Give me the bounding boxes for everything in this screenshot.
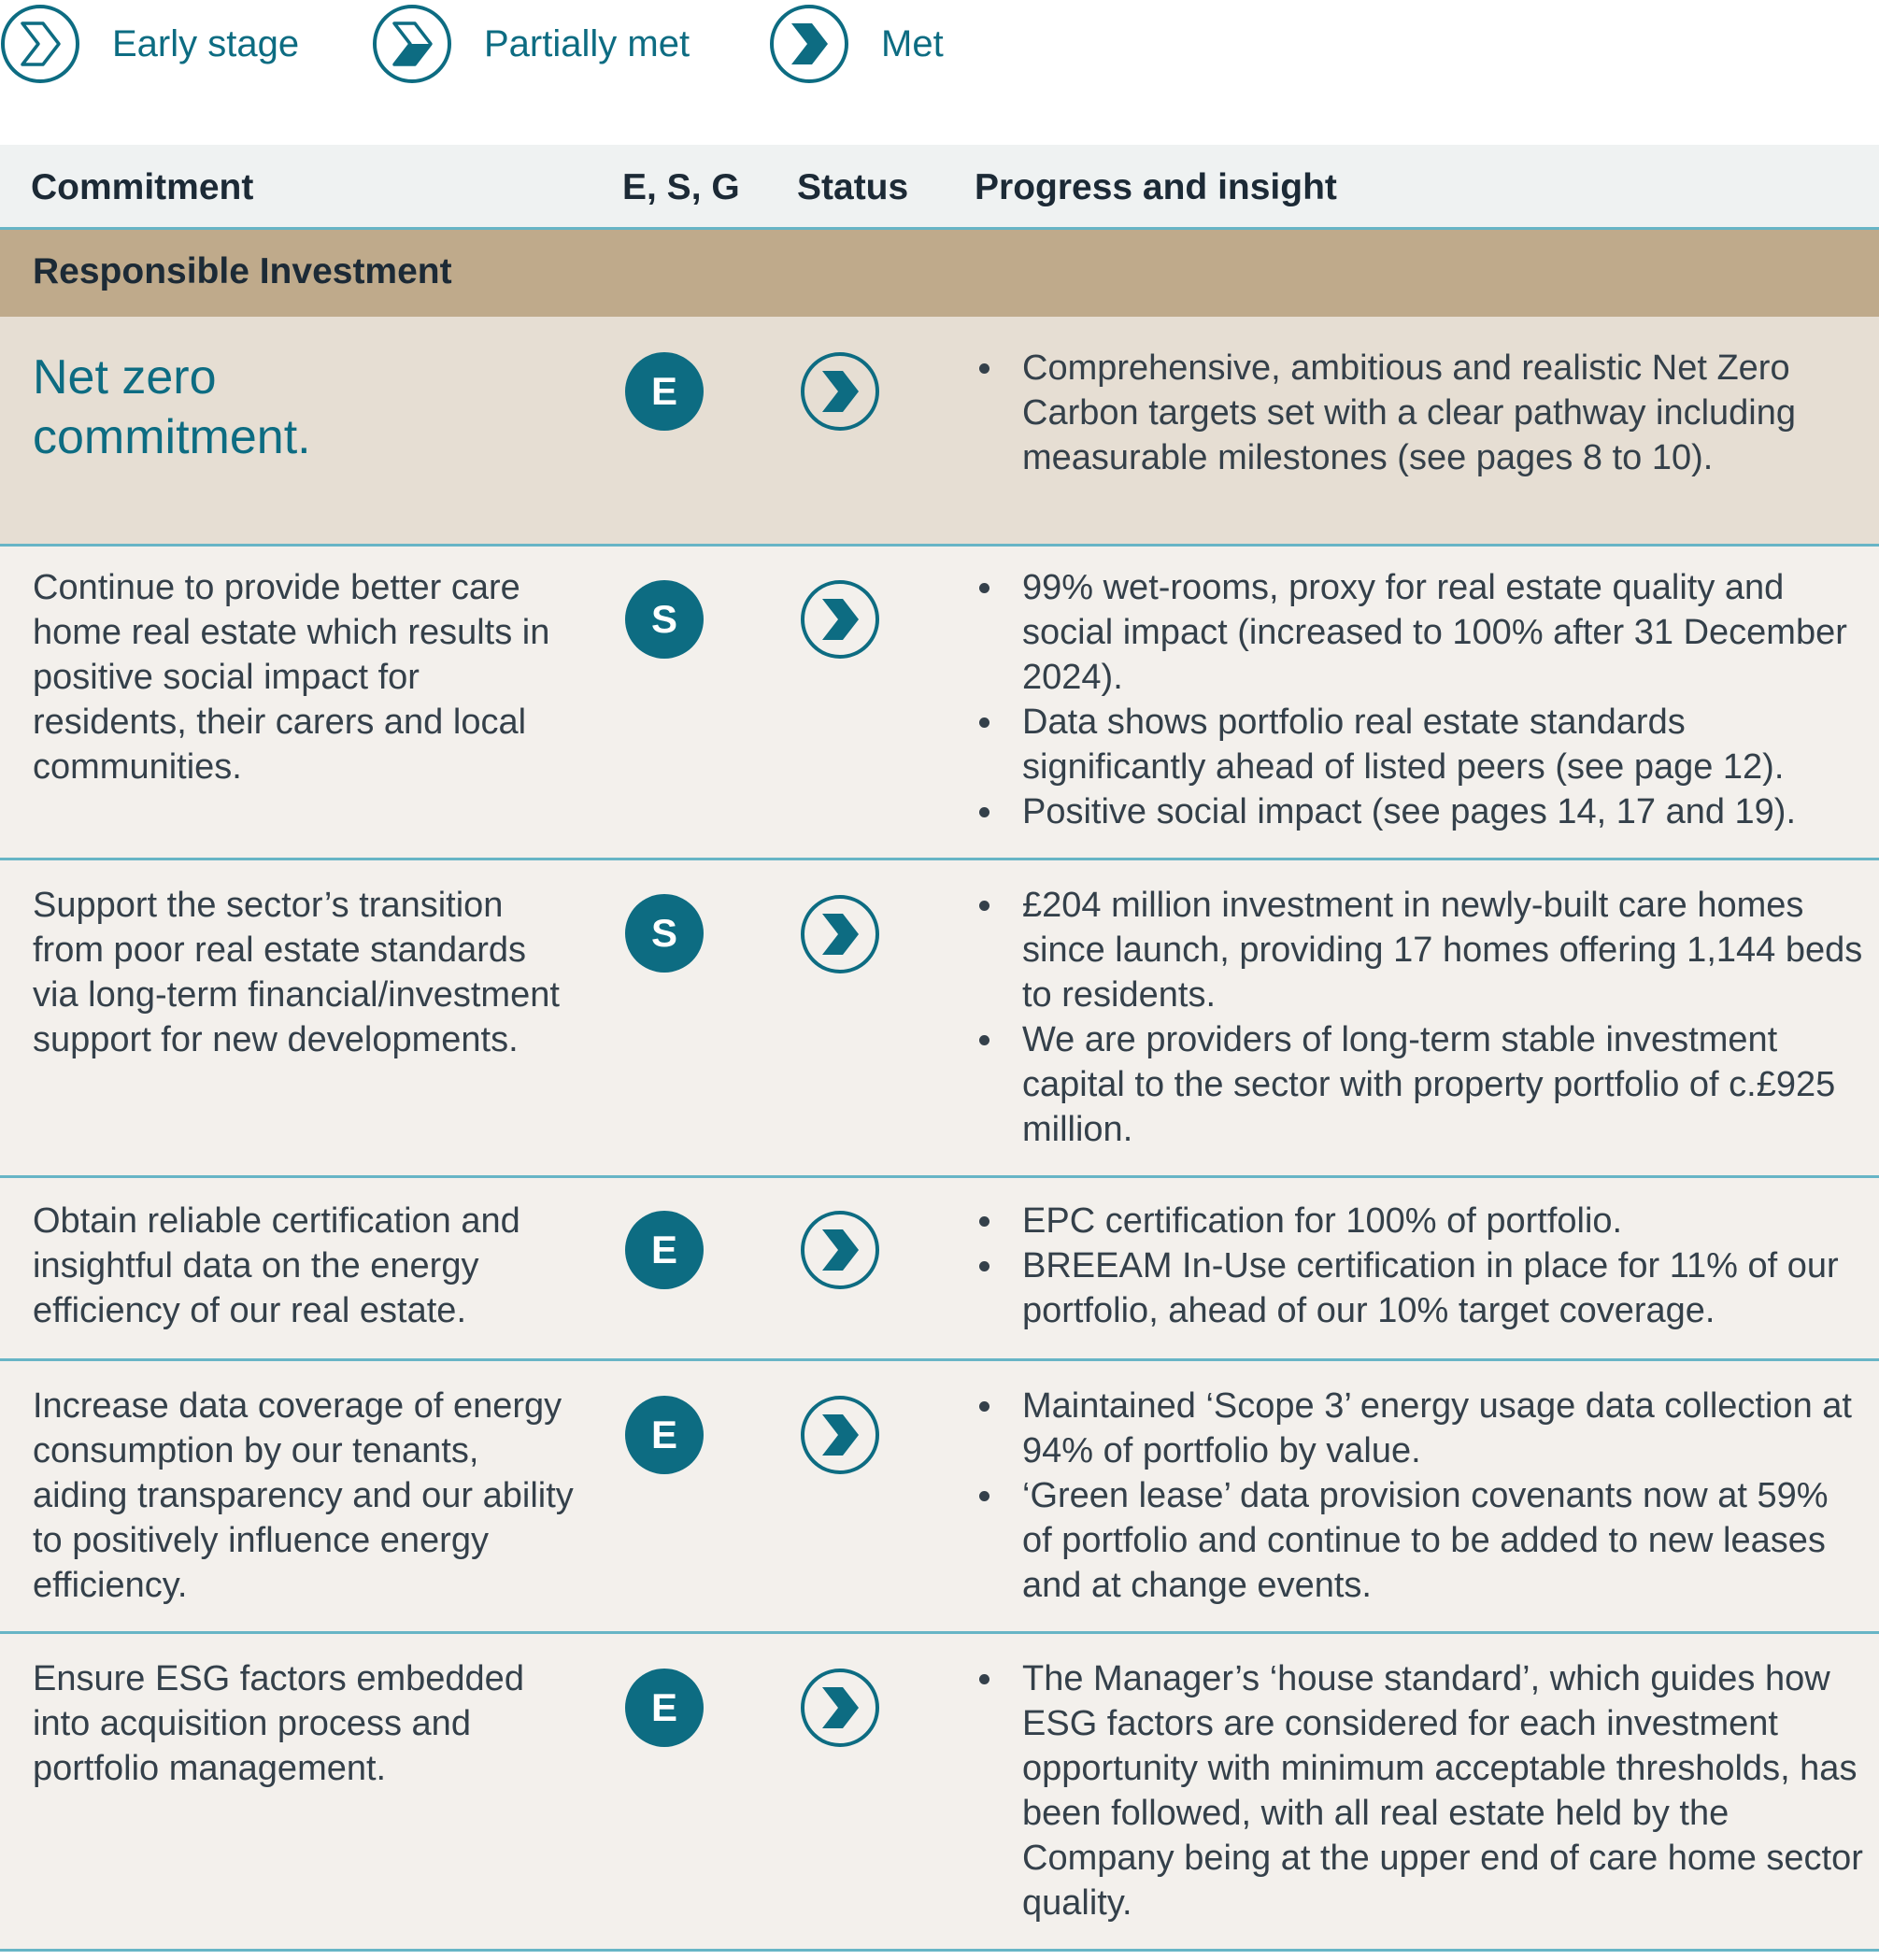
commitment-text: Continue to provide better care home real estate which results in positive social impact for residents, their carers and local communities. (33, 568, 550, 787)
commitments-table (0, 145, 1879, 1952)
status-met-icon (800, 1395, 880, 1475)
progress-item: Positive social impact (see pages 14, 17 and 19). (976, 789, 1864, 834)
legend-label: Early stage (112, 22, 300, 64)
chevron-filled-icon (769, 4, 849, 84)
status-met-icon (800, 894, 880, 974)
legend-label: Met (881, 22, 944, 64)
table-row (0, 860, 1879, 1178)
table-row (0, 1361, 1879, 1634)
commitment-text: Obtain reliable certification and insightful data on the energy efficiency of our real estate. (33, 1201, 520, 1330)
status-met-icon (800, 579, 880, 660)
progress-item: We are providers of long-term stable investment capital to the sector with property portfolio of c.£925 million. (976, 1017, 1864, 1152)
legend-partially-met (372, 4, 690, 84)
header-progress: Progress and insight (975, 167, 1337, 207)
status-met-icon (800, 351, 880, 432)
progress-item: Data shows portfolio real estate standards significantly ahead of listed peers (see page 12). (976, 700, 1864, 789)
esg-badge: E (625, 1396, 704, 1474)
progress-list (976, 1384, 1864, 1608)
progress-item: Maintained ‘Scope 3’ energy usage data collection at 94% of portfolio by value. (976, 1384, 1864, 1473)
commitment-text: Ensure ESG factors embedded into acquisition process and portfolio management. (33, 1659, 524, 1788)
chevron-outline-icon (0, 4, 80, 84)
table-row (0, 1634, 1879, 1952)
esg-badge: E (625, 352, 704, 431)
header-esg: E, S, G (622, 167, 740, 207)
progress-list (976, 883, 1864, 1152)
progress-item: ‘Green lease’ data provision covenants now at 59% of portfolio and continue to be added to new leases and at change events. (976, 1473, 1864, 1608)
esg-badge: S (625, 580, 704, 659)
commitment-text: Net zero commitment. (33, 350, 311, 464)
table-row (0, 547, 1879, 860)
header-status: Status (797, 167, 909, 207)
commitment-text: Increase data coverage of energy consumption by our tenants, aiding transparency and our ability to positively influence energy efficiency. (33, 1386, 574, 1605)
progress-list (976, 346, 1864, 480)
chevron-half-filled-icon (372, 4, 452, 84)
legend-early-stage (0, 4, 299, 84)
progress-item: EPC certification for 100% of portfolio. (976, 1199, 1864, 1243)
status-met-icon (800, 1668, 880, 1748)
section-title: Responsible Investment (0, 230, 1879, 317)
esg-badge: E (625, 1669, 704, 1747)
progress-list (976, 565, 1864, 834)
progress-list (976, 1656, 1864, 1925)
table-row (0, 317, 1879, 547)
progress-item: 99% wet-rooms, proxy for real estate quality and social impact (increased to 100% after 31 December 2024). (976, 565, 1864, 700)
progress-item: BREEAM In-Use certification in place for 11% of our portfolio, ahead of our 10% target coverage. (976, 1243, 1864, 1333)
table-row (0, 1178, 1879, 1361)
commitment-text: Support the sector’s transition from poor real estate standards via long-term financial/investment support for new developments. (33, 886, 560, 1059)
esg-badge: E (625, 1211, 704, 1289)
progress-item: £204 million investment in newly-built care homes since launch, providing 17 homes offering 1,144 beds to residents. (976, 883, 1864, 1017)
table-header (0, 145, 1879, 230)
esg-badge: S (625, 894, 704, 973)
progress-item: The Manager’s ‘house standard’, which guides how ESG factors are considered for each investment opportunity with minimum acceptable thresholds, has been followed, with all real estate held by the Company being at the upper end of care home sector quality. (976, 1656, 1864, 1925)
status-met-icon (800, 1210, 880, 1290)
legend-met (769, 4, 944, 84)
progress-item: Comprehensive, ambitious and realistic Net Zero Carbon targets set with a clear pathway including measurable milestones (see pages 8 to 10). (976, 346, 1864, 480)
progress-list (976, 1199, 1864, 1333)
legend-label: Partially met (484, 22, 690, 64)
header-commitment: Commitment (31, 167, 254, 207)
